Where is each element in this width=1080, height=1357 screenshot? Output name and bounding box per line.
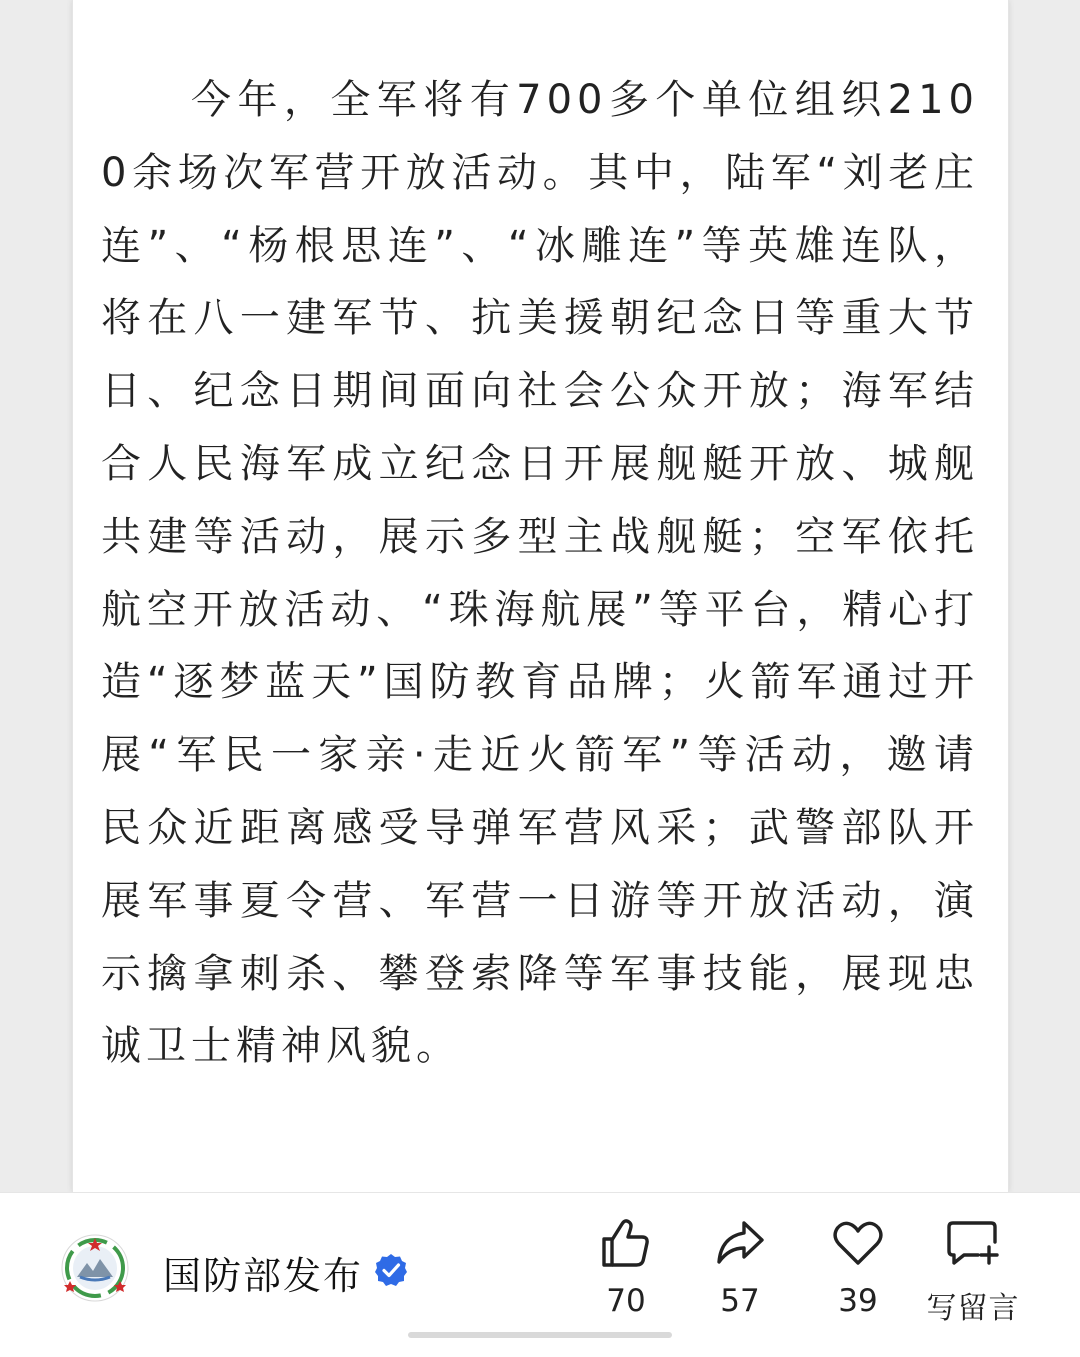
write-comment-label: 写留言 bbox=[926, 1291, 1020, 1326]
home-indicator[interactable] bbox=[408, 1332, 672, 1338]
thumbs-up-icon bbox=[598, 1215, 654, 1271]
share-count: 57 bbox=[720, 1283, 760, 1319]
comment-plus-icon bbox=[944, 1215, 1002, 1271]
favorite-count: 39 bbox=[838, 1283, 878, 1319]
favorite-button[interactable] bbox=[816, 1215, 900, 1319]
like-count: 70 bbox=[606, 1283, 646, 1319]
share-button[interactable] bbox=[700, 1215, 780, 1319]
share-arrow-icon bbox=[712, 1215, 768, 1271]
account-avatar[interactable] bbox=[60, 1233, 130, 1303]
verified-check-icon bbox=[373, 1252, 409, 1288]
write-comment-button[interactable] bbox=[918, 1215, 1028, 1327]
ministry-emblem-logo bbox=[60, 1233, 130, 1303]
heart-icon bbox=[830, 1215, 886, 1271]
article-card bbox=[72, 0, 1009, 1192]
account-name[interactable]: 国防部发布 bbox=[163, 1254, 364, 1298]
article-body: 今年，全军将有700多个单位组织2100余场次军营开放活动。其中，陆军“刘老庄连”、“杨根思连”、“冰雕连”等英雄连队，将在八一建军节、抗美援朝纪念日等重大节日、纪念日期间面向社会公众开放；海军结合人民海军成立纪念日开展舰艇开放、城舰共建等活动，展示多型主战舰艇；空军依托航空开放活动、“珠海航展”等平台，精心打造“逐梦蓝天”国防教育品牌；火箭军通过开展“军民一家亲·走近火箭军”等活动，邀请民众近距离感受导弹军营风采；武警部队开展军事夏令营、军营一日游等开放活动，演示擒拿刺杀、攀登索降等军事技能，展现忠诚卫士精神风貌。 bbox=[101, 77, 979, 1070]
bottom-action-bar bbox=[0, 1192, 1080, 1357]
like-button[interactable] bbox=[586, 1215, 666, 1319]
